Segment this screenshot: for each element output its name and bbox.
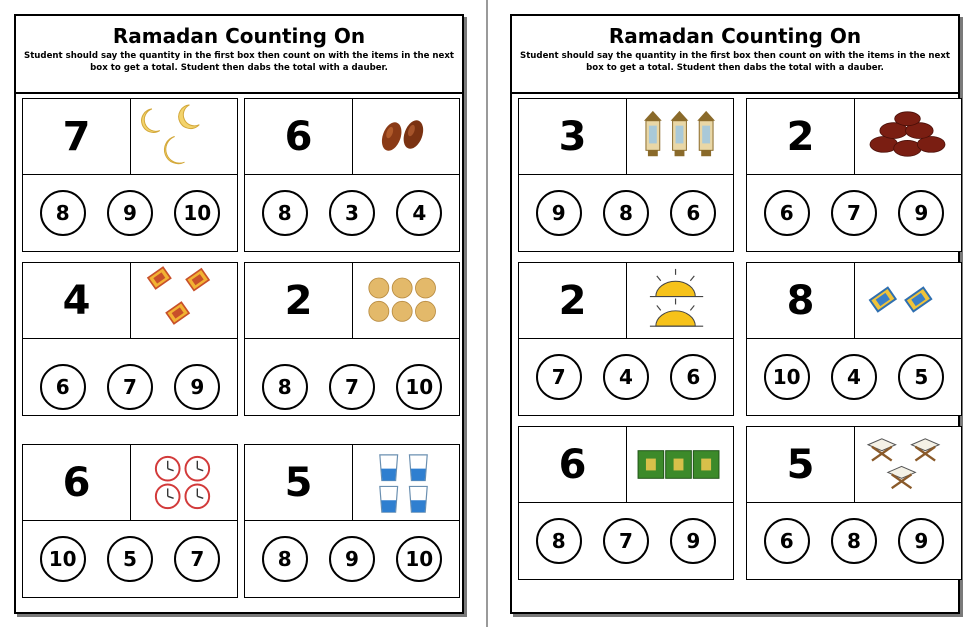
answer-circle[interactable]: 4 — [603, 354, 649, 400]
answer-circle[interactable]: 7 — [107, 364, 153, 410]
worksheet-left — [14, 14, 464, 614]
counting-card — [244, 444, 460, 598]
answer-circle[interactable]: 4 — [831, 354, 877, 400]
counting-card — [746, 426, 962, 580]
worksheet-right — [510, 14, 960, 614]
instructions: Student should say the quantity in the first box then count on with the items in the next box to get a total. Student then dabs the total with a dauber. — [520, 51, 951, 73]
quran-book-icon — [626, 427, 733, 503]
answer-circle[interactable]: 9 — [174, 364, 220, 410]
counting-card — [22, 262, 238, 416]
instructions: Student should say the quantity in the first box then count on with the items in the next box to get a total. Student then dabs the total with a dauber. — [24, 51, 455, 73]
page-title: Ramadan Counting On — [112, 24, 366, 48]
prayer-rug-icon — [130, 263, 237, 339]
counting-card — [244, 262, 460, 416]
answer-circle[interactable]: 6 — [764, 518, 810, 564]
answer-circle[interactable]: 7 — [174, 536, 220, 582]
answer-circle[interactable]: 9 — [670, 518, 716, 564]
answer-circle[interactable]: 7 — [536, 354, 582, 400]
answer-circle[interactable]: 7 — [329, 364, 375, 410]
answer-circle[interactable]: 5 — [107, 536, 153, 582]
quantity-box: 6 — [519, 427, 627, 503]
counting-card — [518, 98, 734, 252]
answer-circle[interactable]: 7 — [831, 190, 877, 236]
quantity-box: 2 — [245, 263, 353, 339]
date-pile-icon — [854, 99, 961, 175]
sunrise-icon — [626, 263, 733, 339]
title-rule — [16, 92, 462, 94]
counting-card — [746, 98, 962, 252]
title-rule — [512, 92, 958, 94]
answer-circle[interactable]: 6 — [764, 190, 810, 236]
quantity-box: 3 — [519, 99, 627, 175]
quantity-box: 6 — [23, 445, 131, 521]
counting-card — [518, 426, 734, 580]
page-divider — [486, 0, 488, 627]
answer-circle[interactable]: 9 — [329, 536, 375, 582]
quantity-box: 5 — [245, 445, 353, 521]
answer-circle[interactable]: 5 — [898, 354, 944, 400]
quantity-box: 6 — [245, 99, 353, 175]
water-glass-icon — [352, 445, 459, 521]
answer-circle[interactable]: 10 — [396, 536, 442, 582]
page-title: Ramadan Counting On — [608, 24, 862, 48]
quantity-box: 4 — [23, 263, 131, 339]
answer-circle[interactable]: 8 — [262, 190, 308, 236]
quantity-box: 7 — [23, 99, 131, 175]
quantity-box: 2 — [519, 263, 627, 339]
quantity-box: 2 — [747, 99, 855, 175]
date-fruit-icon — [352, 99, 459, 175]
answer-circle[interactable]: 9 — [536, 190, 582, 236]
answer-circle[interactable]: 3 — [329, 190, 375, 236]
answer-circle[interactable]: 8 — [262, 364, 308, 410]
lantern-icon — [626, 99, 733, 175]
answer-circle[interactable]: 6 — [670, 190, 716, 236]
answer-circle[interactable]: 9 — [898, 518, 944, 564]
answer-circle[interactable]: 8 — [262, 536, 308, 582]
counting-card — [22, 98, 238, 252]
book-stand-icon — [854, 427, 961, 503]
answer-circle[interactable]: 9 — [107, 190, 153, 236]
quantity-box: 5 — [747, 427, 855, 503]
answer-circle[interactable]: 10 — [396, 364, 442, 410]
counting-card — [518, 262, 734, 416]
answer-circle[interactable]: 8 — [831, 518, 877, 564]
answer-circle[interactable]: 10 — [174, 190, 220, 236]
answer-circle[interactable]: 10 — [40, 536, 86, 582]
clock-icon — [130, 445, 237, 521]
answer-circle[interactable]: 7 — [603, 518, 649, 564]
prayer-mat-icon — [854, 263, 961, 339]
round-bread-icon — [352, 263, 459, 339]
answer-circle[interactable]: 10 — [764, 354, 810, 400]
answer-circle[interactable]: 8 — [603, 190, 649, 236]
quantity-box: 8 — [747, 263, 855, 339]
counting-card — [746, 262, 962, 416]
answer-circle[interactable]: 8 — [536, 518, 582, 564]
counting-card — [244, 98, 460, 252]
answer-circle[interactable]: 6 — [670, 354, 716, 400]
answer-circle[interactable]: 6 — [40, 364, 86, 410]
answer-circle[interactable]: 4 — [396, 190, 442, 236]
answer-circle[interactable]: 9 — [898, 190, 944, 236]
counting-card — [22, 444, 238, 598]
answer-circle[interactable]: 8 — [40, 190, 86, 236]
crescent-moon-icon — [130, 99, 237, 175]
